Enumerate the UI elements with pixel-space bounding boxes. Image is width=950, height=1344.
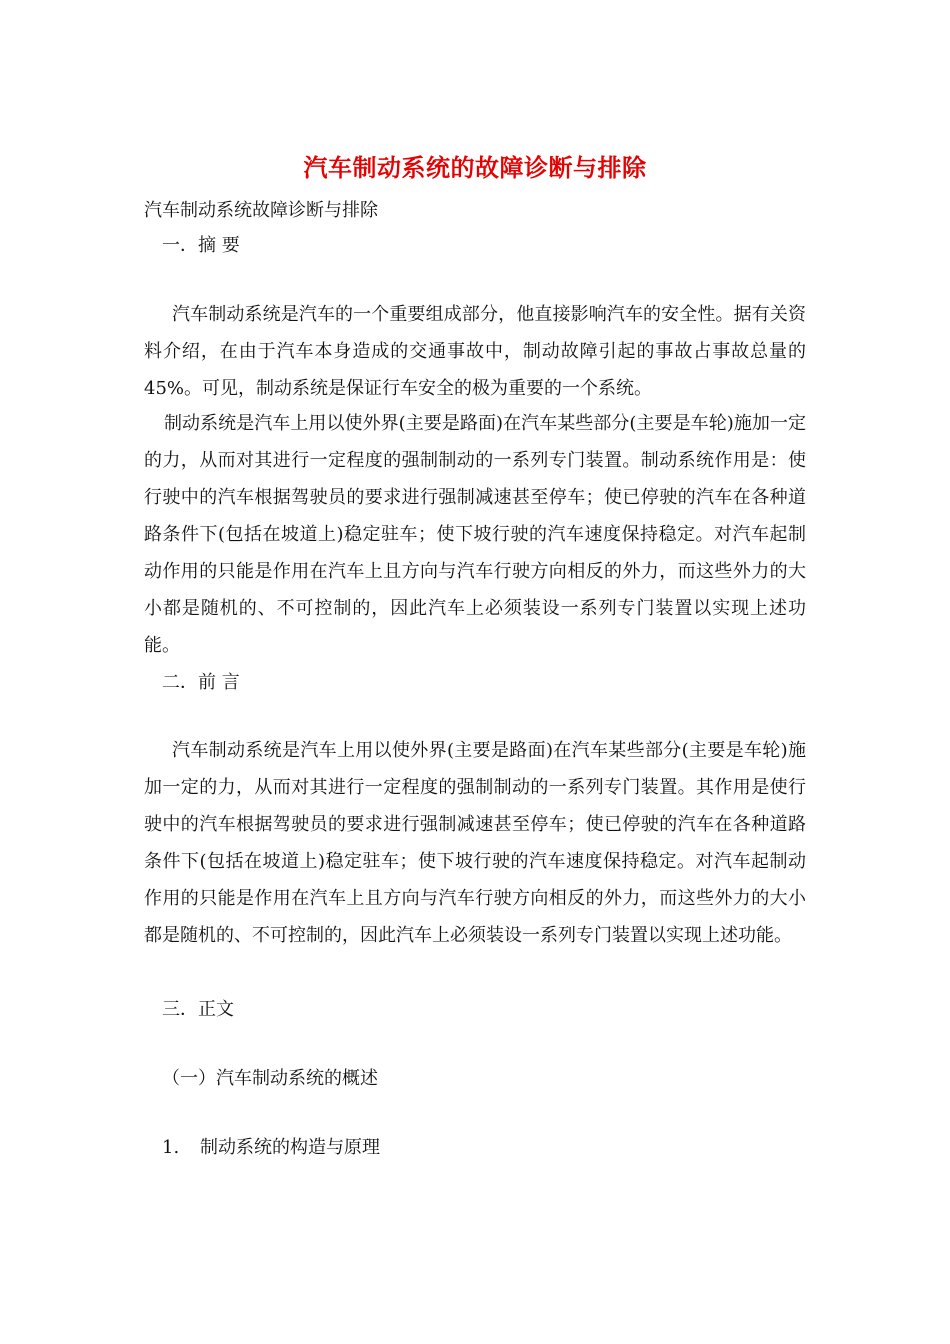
subsection-heading-overview: （一）汽车制动系统的概述 xyxy=(162,1068,378,1089)
abstract-paragraph-1: 汽车制动系统是汽车的一个重要组成部分，他直接影响汽车的安全性。据有关资料介绍，在由于汽车本身造成的交通事故中，制动故障引起的事故占事故总量的45%。可见，制动系统是保证行车安全的极为重要的一个系统。 xyxy=(144,304,806,399)
section-heading-abstract: 一．摘 要 xyxy=(162,235,240,256)
preface-paragraph-1: 汽车制动系统是汽车上用以使外界(主要是路面)在汽车某些部分(主要是车轮)施加一定的力，从而对其进行一定程度的强制制动的一系列专门装置。其作用是使行驶中的汽车根据驾驶员的要求进行强制减速甚至停车；使已停驶的汽车在各种道路条件下(包括在坡道上)稳定驻车；使下坡行驶的汽车速度保持稳定。对汽车起制动作用的只能是作用在汽车上且方向与汽车行驶方向相反的外力，而这些外力的大小都是随机的、不可控制的，因此汽车上必须装设一系列专门装置以实现上述功能。 xyxy=(144,740,806,946)
document-title: 汽车制动系统的故障诊断与排除 xyxy=(303,153,647,182)
section-heading-preface: 二．前 言 xyxy=(162,672,240,693)
list-item-text: 制动系统的构造与原理 xyxy=(200,1137,380,1158)
document-subtitle: 汽车制动系统故障诊断与排除 xyxy=(144,200,378,221)
list-item-number: 1. xyxy=(162,1137,180,1158)
abstract-paragraph-2: 制动系统是汽车上用以使外界(主要是路面)在汽车某些部分(主要是车轮)施加一定的力，从而对其进行一定程度的强制制动的一系列专门装置。制动系统作用是：使行驶中的汽车根据驾驶员的要求进行强制减速甚至停车；使已停驶的汽车在各种道路条件下(包括在坡道上)稳定驻车；使下坡行驶的汽车速度保持稳定。对汽车起制动作用的只能是作用在汽车上且方向与汽车行驶方向相反的外力，而这些外力的大小都是随机的、不可控制的，因此汽车上必须装设一系列专门装置以实现上述功能。 xyxy=(144,413,806,656)
section-heading-main: 三．正文 xyxy=(162,999,234,1020)
